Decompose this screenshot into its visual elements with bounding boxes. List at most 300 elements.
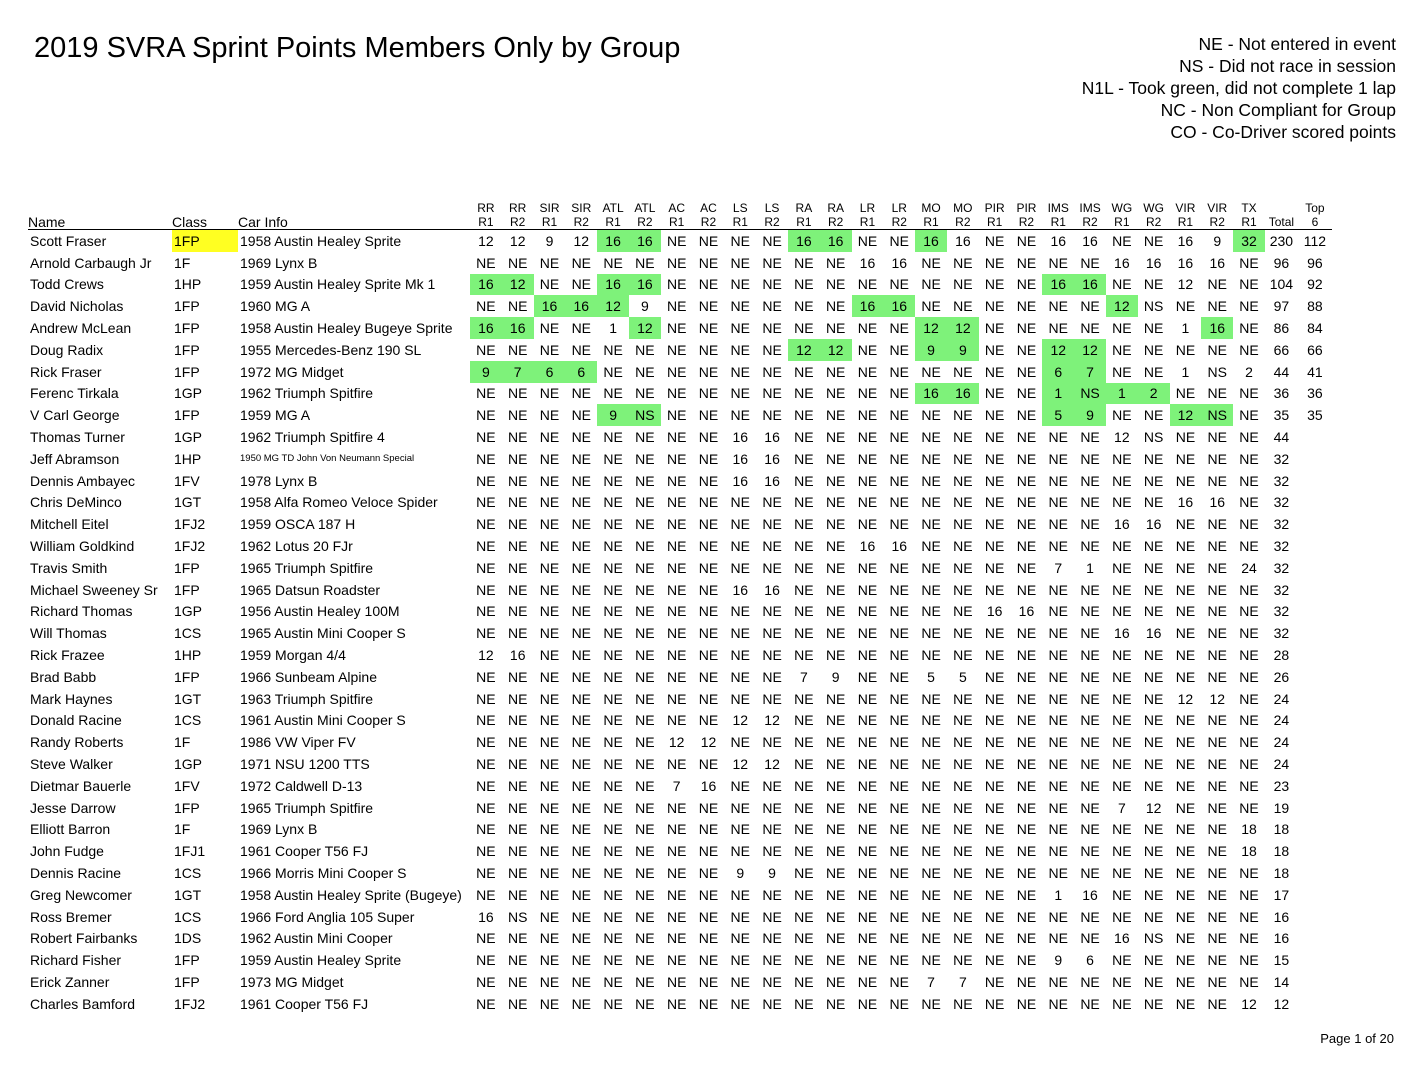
race-points: NE (1207, 952, 1227, 969)
race-points: NE (794, 320, 814, 337)
car-info: 1961 Austin Mini Cooper S (240, 712, 406, 729)
race-points: NE (984, 429, 1005, 446)
race-points: NE (1080, 254, 1100, 271)
race-points: 16 (1114, 930, 1130, 947)
race-points: NE (1080, 450, 1100, 467)
race-points: NE (666, 254, 687, 271)
race-session-label: R2 (764, 215, 780, 229)
race-points: NE (476, 973, 496, 990)
race-points: NE (1080, 647, 1100, 664)
car-class: 1CS (174, 625, 202, 642)
car-info: 1965 Datsun Roadster (240, 581, 381, 598)
race-points: NE (762, 952, 782, 969)
race-points: NE (984, 472, 1005, 489)
driver-name: Todd Crews (30, 276, 104, 293)
race-points: NE (1239, 603, 1259, 620)
race-points: NE (1175, 908, 1196, 925)
race-points: NE (698, 886, 719, 903)
race-points: NE (857, 276, 878, 293)
race-points: 16 (1145, 625, 1162, 642)
race-points: NE (571, 843, 592, 860)
race-points: NE (698, 668, 719, 685)
race-points: NE (1175, 516, 1196, 533)
race-points: NE (539, 995, 560, 1012)
race-points: NE (762, 908, 782, 925)
race-points: NE (666, 995, 687, 1012)
race-points: NE (953, 516, 973, 533)
race-points: NE (794, 734, 814, 751)
race-points: NE (794, 712, 814, 729)
race-event-label: MO (921, 201, 941, 215)
table-row (28, 404, 1332, 426)
race-points: NE (1143, 232, 1164, 249)
standings-body (28, 230, 1332, 1015)
race-points: 12 (1177, 276, 1194, 293)
col-header-six-label: 6 (1311, 215, 1319, 229)
race-points: NE (794, 690, 814, 707)
race-points: NE (1048, 690, 1068, 707)
car-info: 1972 MG Midget (240, 363, 344, 380)
total-points: 36 (1273, 385, 1290, 402)
table-row (28, 862, 1332, 884)
race-points: 9 (597, 404, 629, 426)
table-row (28, 252, 1332, 274)
total-points: 35 (1273, 407, 1290, 424)
legend-ns: NS - Did not race in session (1179, 56, 1396, 76)
race-points: NE (921, 559, 941, 576)
race-points: NE (1080, 603, 1100, 620)
race-points: NE (984, 756, 1005, 773)
race-points: NE (698, 865, 719, 881)
race-points: NE (1239, 429, 1259, 446)
race-points: NE (1207, 298, 1227, 315)
race-points: NE (1239, 668, 1259, 685)
top6-points (1298, 949, 1332, 971)
race-points: NE (666, 668, 687, 685)
race-points: 16 (764, 472, 780, 489)
race-points: NS (1207, 363, 1227, 380)
race-points: NE (539, 690, 560, 707)
car-class: 1F (174, 821, 191, 838)
race-points: NE (857, 712, 878, 729)
race-points: NE (1016, 385, 1037, 402)
race-points: NE (539, 407, 560, 424)
race-points: NE (698, 995, 719, 1012)
race-points: NE (476, 516, 496, 533)
race-points: NE (698, 843, 719, 860)
table-row (28, 513, 1332, 535)
race-points: NE (507, 995, 528, 1012)
race-event-label: PIR (984, 201, 1005, 215)
race-points: NE (635, 973, 655, 990)
race-points: NE (825, 647, 846, 664)
table-row (28, 317, 1332, 339)
car-info: 1965 Austin Mini Cooper S (240, 625, 406, 642)
car-class: 1GP (174, 603, 203, 620)
race-points: NE (857, 603, 878, 620)
car-class: 1DS (174, 930, 202, 947)
race-event-label: PIR (1016, 201, 1037, 215)
race-points: NE (571, 734, 592, 751)
race-points: NE (635, 363, 655, 380)
race-points: NE (635, 450, 655, 467)
race-points: NE (1175, 429, 1196, 446)
car-class: 1FP (174, 952, 200, 969)
race-points: 12 (1042, 339, 1074, 361)
race-points: 1 (1181, 320, 1190, 337)
race-points: NE (825, 320, 846, 337)
race-points: NE (666, 886, 687, 903)
race-points: NE (889, 276, 909, 293)
car-info: 1963 Triumph Spitfire (240, 690, 374, 707)
top6-points (1298, 579, 1332, 601)
race-points: NE (1143, 341, 1164, 358)
race-points: NE (507, 603, 528, 620)
total-points: 86 (1273, 320, 1290, 337)
race-points: NE (794, 516, 814, 533)
race-points: NE (921, 603, 941, 620)
race-points: NE (1112, 581, 1132, 598)
col-header-race (565, 193, 597, 230)
race-points: NE (825, 777, 846, 794)
race-points: NE (857, 886, 878, 903)
race-points: NE (1207, 973, 1227, 990)
race-points: NE (825, 930, 846, 947)
race-points: 7 (958, 973, 967, 990)
page-title: 2019 SVRA Sprint Points Members Only by Group (34, 32, 681, 64)
race-points: NE (571, 647, 592, 664)
race-points: NE (1048, 712, 1068, 729)
race-points: NE (730, 407, 750, 424)
race-points: NE (476, 429, 496, 446)
race-points: NE (857, 777, 878, 794)
race-points: NE (794, 865, 814, 881)
col-header-class (172, 193, 238, 230)
race-points: NE (1143, 886, 1164, 903)
race-points: NE (1239, 450, 1259, 467)
race-points: NE (794, 647, 814, 664)
race-points: NE (1016, 886, 1037, 903)
race-points: NE (984, 647, 1005, 664)
race-points: NE (507, 930, 528, 947)
race-event-label: IMS (1079, 201, 1101, 215)
race-points: NE (476, 690, 496, 707)
race-points: NE (730, 494, 750, 511)
car-info: 1958 Alfa Romeo Veloce Spider (240, 494, 438, 511)
col-header-race (661, 193, 693, 230)
race-points: 12 (597, 295, 629, 317)
col-header-race (693, 193, 725, 230)
race-points: NE (1143, 494, 1164, 511)
race-points: NE (1112, 777, 1132, 794)
race-points: NE (698, 973, 719, 990)
car-info: 1962 Triumph Spitfire 4 (240, 429, 385, 446)
race-points: NE (1080, 930, 1100, 947)
car-class: 1CS (174, 908, 202, 925)
race-points: 16 (1177, 232, 1194, 249)
race-points: NE (857, 341, 878, 358)
race-points: NE (825, 494, 846, 511)
race-points: NE (1112, 734, 1132, 751)
race-points: NE (1016, 472, 1037, 489)
race-points: NE (603, 603, 623, 620)
driver-name: Scott Fraser (30, 232, 107, 249)
top6-points: 36 (1307, 385, 1323, 402)
race-points: NE (698, 821, 719, 838)
race-points: NE (953, 843, 973, 860)
driver-name: John Fudge (30, 843, 104, 860)
race-points: NE (1239, 407, 1259, 424)
race-points: NE (1048, 756, 1068, 773)
race-points: NE (1175, 930, 1196, 947)
standings-table (28, 193, 1332, 1015)
top6-points (1298, 688, 1332, 710)
col-header-race (1042, 193, 1074, 230)
car-class: 1F (174, 734, 191, 751)
race-points: NE (825, 450, 846, 467)
table-row (28, 666, 1332, 688)
total-points: 32 (1273, 516, 1290, 533)
driver-name: Elliott Barron (30, 821, 111, 838)
race-session-label: R1 (541, 215, 558, 229)
total-points: 32 (1273, 581, 1290, 598)
race-event-label: SIR (571, 201, 592, 215)
race-points: NE (698, 276, 719, 293)
race-points: NE (1112, 756, 1132, 773)
race-points: NE (794, 298, 814, 315)
race-points: NE (603, 952, 623, 969)
race-points: NE (794, 821, 814, 838)
driver-name: Dennis Ambayec (30, 472, 136, 489)
race-points: NE (825, 385, 846, 402)
race-points: NE (571, 581, 592, 598)
race-points: 16 (1177, 254, 1194, 271)
race-points: NE (571, 865, 592, 881)
race-points: 16 (915, 230, 947, 252)
race-points: NE (507, 559, 528, 576)
race-points: NE (889, 734, 909, 751)
car-class: 1HP (174, 450, 202, 467)
race-points: NE (698, 385, 719, 402)
race-points: NE (794, 995, 814, 1012)
race-points: NE (698, 952, 719, 969)
race-points: NE (476, 952, 496, 969)
race-points: NE (539, 254, 560, 271)
race-event-label: ATL (602, 201, 624, 215)
race-points: NE (1239, 690, 1259, 707)
race-event-label: TX (1241, 201, 1257, 215)
race-points: NE (953, 407, 973, 424)
race-points: NE (953, 647, 973, 664)
race-points: NE (889, 908, 909, 925)
race-points: NS (1143, 930, 1164, 947)
race-points: NE (857, 821, 878, 838)
top6-points (1298, 622, 1332, 644)
race-points: NE (666, 843, 687, 860)
race-points: NE (603, 843, 623, 860)
race-points: NE (762, 647, 782, 664)
race-points: NE (730, 232, 750, 249)
race-points: NE (1143, 450, 1164, 467)
race-points: NE (1112, 712, 1132, 729)
race-points: NE (476, 625, 496, 642)
race-points: NE (507, 952, 528, 969)
race-points: NE (1112, 908, 1132, 925)
race-points: NE (698, 472, 719, 489)
race-points: 16 (764, 581, 780, 598)
race-points: 12 (509, 232, 526, 249)
total-points: 12 (1273, 995, 1290, 1012)
race-points: NE (953, 865, 973, 881)
race-points: NE (730, 363, 750, 380)
car-class: 1FP (174, 407, 200, 424)
race-points: NE (1112, 276, 1132, 293)
race-points: NE (953, 821, 973, 838)
race-points: 12 (478, 232, 494, 249)
race-points: NE (571, 603, 592, 620)
race-points: NE (1175, 581, 1196, 598)
race-points: NE (857, 472, 878, 489)
driver-name: Michael Sweeney Sr (30, 581, 158, 598)
table-row (28, 230, 1332, 252)
race-points: NE (571, 799, 592, 816)
race-points: 1 (1181, 363, 1190, 380)
race-points: NE (730, 821, 750, 838)
col-header-race (1011, 193, 1043, 230)
car-info: 1965 Triumph Spitfire (240, 559, 374, 576)
total-points: 18 (1273, 843, 1290, 860)
car-info: 1959 Austin Healey Sprite (240, 952, 402, 969)
race-points: NE (1175, 756, 1196, 773)
car-info: 1959 MG A (240, 407, 311, 424)
col-header-car (238, 193, 470, 230)
driver-name: Robert Fairbanks (30, 930, 138, 947)
total-points: 32 (1273, 625, 1290, 642)
table-row (28, 361, 1332, 383)
race-points: NE (635, 690, 655, 707)
race-points: NE (730, 952, 750, 969)
race-points: NE (794, 472, 814, 489)
race-points: NE (1175, 712, 1196, 729)
table-row (28, 928, 1332, 950)
race-points: NE (1080, 625, 1100, 642)
race-points: 16 (788, 230, 820, 252)
total-points: 26 (1273, 668, 1290, 685)
race-points: NE (1143, 821, 1164, 838)
race-points: 7 (1117, 799, 1126, 816)
race-session-label: R1 (1177, 215, 1194, 229)
legend-ne: NE - Not entered in event (1198, 34, 1396, 54)
race-points: NE (1048, 647, 1068, 664)
race-points: NE (762, 995, 782, 1012)
race-points: NE (1048, 516, 1068, 533)
driver-name: Randy Roberts (30, 734, 124, 751)
car-class: 1FP (174, 799, 200, 816)
race-points: NE (730, 886, 750, 903)
race-points: NE (953, 995, 973, 1012)
race-event-label: WG (1111, 201, 1133, 215)
race-points: NE (571, 276, 592, 293)
race-points: NE (921, 538, 941, 555)
race-points: NE (857, 385, 878, 402)
race-points: 5 (927, 668, 935, 685)
race-session-label: R2 (573, 215, 589, 229)
top6-points: 92 (1307, 276, 1323, 293)
race-points: NE (476, 995, 496, 1012)
col-header-total-label: Total (1268, 215, 1295, 229)
race-points: 9 (1213, 232, 1222, 249)
race-points: 16 (852, 295, 884, 317)
race-points: NE (984, 865, 1005, 881)
race-points: NE (476, 668, 496, 685)
race-points: NE (1239, 472, 1259, 489)
race-points: NE (603, 494, 623, 511)
race-points: NE (539, 450, 560, 467)
race-points: NE (1239, 538, 1259, 555)
race-points: NE (857, 690, 878, 707)
race-points: NE (1048, 734, 1068, 751)
race-points: NE (1016, 843, 1037, 860)
race-points: 16 (955, 232, 971, 249)
race-points: NE (984, 886, 1005, 903)
race-points: NE (603, 450, 623, 467)
car-info: 1955 Mercedes-Benz 190 SL (240, 341, 422, 358)
race-points: 12 (947, 317, 979, 339)
race-points: NE (953, 603, 973, 620)
race-points: NE (603, 559, 623, 576)
race-points: NE (1143, 973, 1164, 990)
race-points: 16 (859, 538, 876, 555)
race-points: NE (1016, 298, 1037, 315)
top6-points (1298, 601, 1332, 623)
race-points: NE (1080, 516, 1100, 533)
race-points: NE (698, 930, 719, 947)
table-row (28, 906, 1332, 928)
table-row (28, 448, 1332, 470)
col-header-race (1074, 193, 1106, 230)
race-points: NE (1175, 799, 1196, 816)
race-points: NE (635, 952, 655, 969)
race-points: 12 (478, 647, 494, 664)
race-points: NE (1207, 865, 1227, 881)
race-points: NE (857, 232, 878, 249)
race-points: NE (825, 625, 846, 642)
driver-name: Arnold Carbaugh Jr (30, 254, 152, 271)
col-header-race (852, 193, 884, 230)
col-header-class-label: Class (172, 214, 208, 230)
race-points: NE (635, 712, 655, 729)
race-points: NE (635, 995, 655, 1012)
race-points: NE (635, 908, 655, 925)
race-points: NE (1239, 952, 1259, 969)
race-points: 16 (820, 230, 852, 252)
top6-points (1298, 557, 1332, 579)
race-points: NE (539, 559, 560, 576)
race-points: 16 (534, 295, 566, 317)
race-points: NE (539, 516, 560, 533)
car-info: 1961 Cooper T56 FJ (240, 843, 369, 860)
race-points: NE (571, 472, 592, 489)
race-points: NE (857, 973, 878, 990)
car-class: 1FJ2 (174, 538, 206, 555)
race-points: NE (1048, 603, 1068, 620)
race-points: 16 (732, 429, 749, 446)
race-points: NE (889, 603, 909, 620)
race-points: NE (762, 821, 782, 838)
race-points: NE (1016, 232, 1037, 249)
race-points: 16 (883, 295, 915, 317)
race-points: 18 (1241, 843, 1257, 860)
